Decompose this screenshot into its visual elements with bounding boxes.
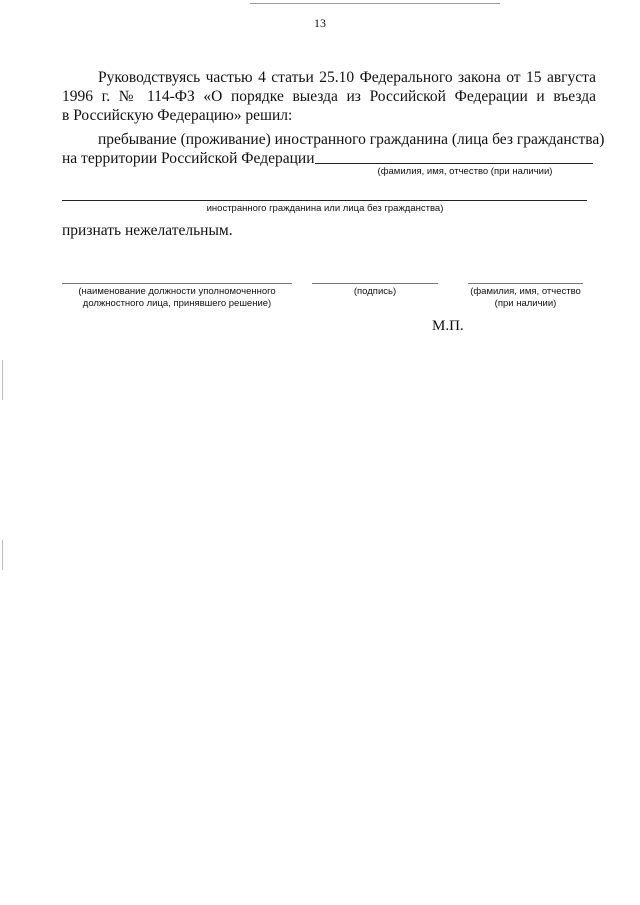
signature-line — [312, 283, 438, 284]
signature-caption: (подпись) — [353, 286, 397, 297]
decision-line-2: на территории Российской Федерации — [62, 150, 315, 167]
official-position-caption-line-2: должностного лица, принявшего решение) — [82, 298, 272, 309]
official-position-caption-line-1: (наименование должности уполномоченного — [78, 286, 276, 297]
preamble-line-3: в Российскую Федерацию» решил: — [62, 107, 293, 124]
preamble-line-1: Руководствуясь частью 4 статьи 25.10 Федерального закона от 15 августа — [98, 69, 596, 86]
scan-edge-mark — [2, 540, 3, 570]
preamble-line-2: 1996 г. № 114-ФЗ «О порядке выезда из Российской Федерации и въезда — [62, 88, 596, 105]
page-number: 13 — [314, 16, 326, 30]
official-name-caption-line-1: (фамилия, имя, отчество — [470, 286, 581, 297]
scan-edge-mark — [2, 360, 3, 400]
official-position-line — [62, 283, 292, 284]
official-name-caption-line-2: (при наличии) — [494, 298, 557, 309]
full-name-caption: (фамилия, имя, отчество (при наличии) — [377, 166, 553, 177]
verdict-text: признать нежелательным. — [62, 222, 233, 239]
decision-line-1: пребывание (проживание) иностранного гражданина (лица без гражданства) — [98, 131, 605, 148]
official-name-line — [468, 283, 583, 284]
top-border-line — [250, 3, 500, 4]
stamp-place-label: М.П. — [432, 318, 464, 334]
foreign-citizen-field-line — [62, 200, 587, 201]
full-name-field-line — [315, 163, 593, 164]
foreign-citizen-caption: иностранного гражданина или лица без гражданства) — [206, 203, 444, 214]
